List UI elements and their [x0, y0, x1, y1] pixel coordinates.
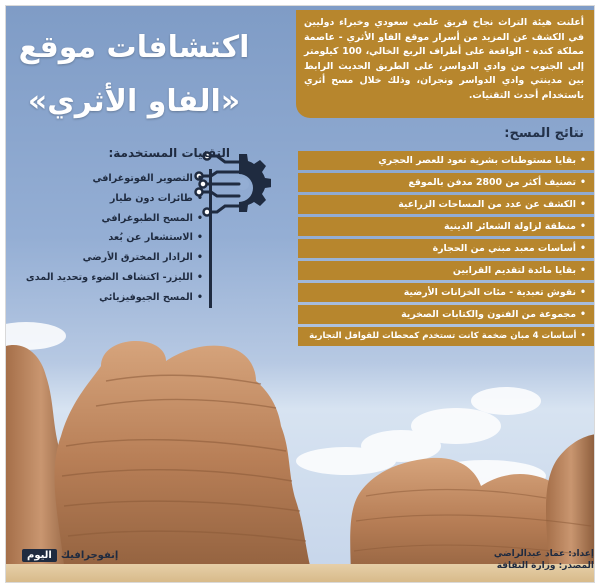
list-item: •الرادار المخترق الأرضي: [82, 252, 203, 264]
list-item: •الاستشعار عن بُعد: [108, 232, 203, 244]
result-item: •نقوش تعبدية - مئات الخزانات الأرضية: [298, 283, 594, 302]
bullet-icon: •: [580, 199, 586, 210]
bullet-icon: •: [196, 291, 203, 303]
list-item: •الليزر- اكتشاف الضوء وتحديد المدى: [25, 271, 203, 283]
bullet-icon: •: [580, 287, 586, 298]
bullet-icon: •: [580, 265, 586, 276]
bullet-icon: •: [580, 177, 586, 188]
brand-logo: اليوم: [22, 549, 57, 562]
bullet-icon: •: [580, 221, 586, 232]
result-item: •مجموعة من الفنون والكتابات الصخرية: [298, 305, 594, 324]
prepared-by: إعداد: عماد عبدالراضي: [493, 549, 594, 559]
bullet-icon: •: [580, 331, 586, 341]
result-item: •منطقة لزاولة الشعائر الدينية: [298, 217, 594, 236]
brand-label: إنفوجرافيك: [60, 549, 119, 561]
techniques-heading: التقنيات المستخدمة:: [108, 146, 230, 160]
page-title-line-1: اكتشافات موقع: [18, 30, 250, 65]
result-item: •أساسات معبد مبني من الحجارة: [298, 239, 594, 258]
result-item: •تصنيف أكثر من 2800 مدفن بالموقع: [298, 173, 594, 192]
bullet-icon: •: [196, 232, 203, 244]
bullet-icon: •: [196, 212, 203, 224]
list-item: •المسح الطبوغرافي: [101, 212, 203, 224]
results-heading: نتائج المسح:: [504, 126, 584, 141]
bullet-icon: •: [196, 173, 203, 184]
techniques-list: [25, 169, 212, 308]
result-item: •بقايا مستوطنات بشرية تعود للعصر الحجري: [298, 151, 594, 170]
result-item: •بقايا مائدة لتقديم القرابين: [298, 261, 594, 280]
list-item: •المسح الجيوفيزيائي: [99, 291, 203, 303]
credits: [454, 548, 594, 572]
page-title-line-2: «الفاو الأثري»: [27, 84, 241, 119]
bullet-icon: •: [580, 155, 586, 166]
source: المصدر: وزارة الثقافة: [496, 561, 594, 571]
intro-paragraph: أعلنت هيئة التراث نجاح فريق علمي سعودي وخبراء دوليين في الكشف عن المزيد من أسرار موقع الفاو الأثري - عاصمة مملكة كندة - الواقعة على أطراف الربع الخالي، 100 كيلومتر إلى الجنوب من وادي الدواسر، على الطريق الحديث الرابط بين مدينتي وادي الدواسر ونجران، وذلك خلال مسح أثري باستخدام أحدث التقنيات.: [296, 10, 594, 118]
results-list: [298, 151, 594, 349]
bullet-icon: •: [580, 309, 586, 320]
list-item: •طائرات دون طيار: [109, 192, 203, 204]
result-item: •أساسات 4 مبان ضخمة كانت تستخدم كمحطات للقوافل التجارية: [298, 327, 594, 346]
bullet-icon: •: [196, 192, 203, 204]
bullet-icon: •: [196, 271, 203, 283]
result-item: •الكشف عن عدد من المساحات الزراعية: [298, 195, 594, 214]
brand: [22, 546, 118, 564]
bullet-icon: •: [580, 243, 586, 254]
list-item: •التصوير الفوتوغرافي: [92, 173, 203, 184]
infographic: [5, 5, 595, 583]
bullet-icon: •: [196, 252, 203, 264]
